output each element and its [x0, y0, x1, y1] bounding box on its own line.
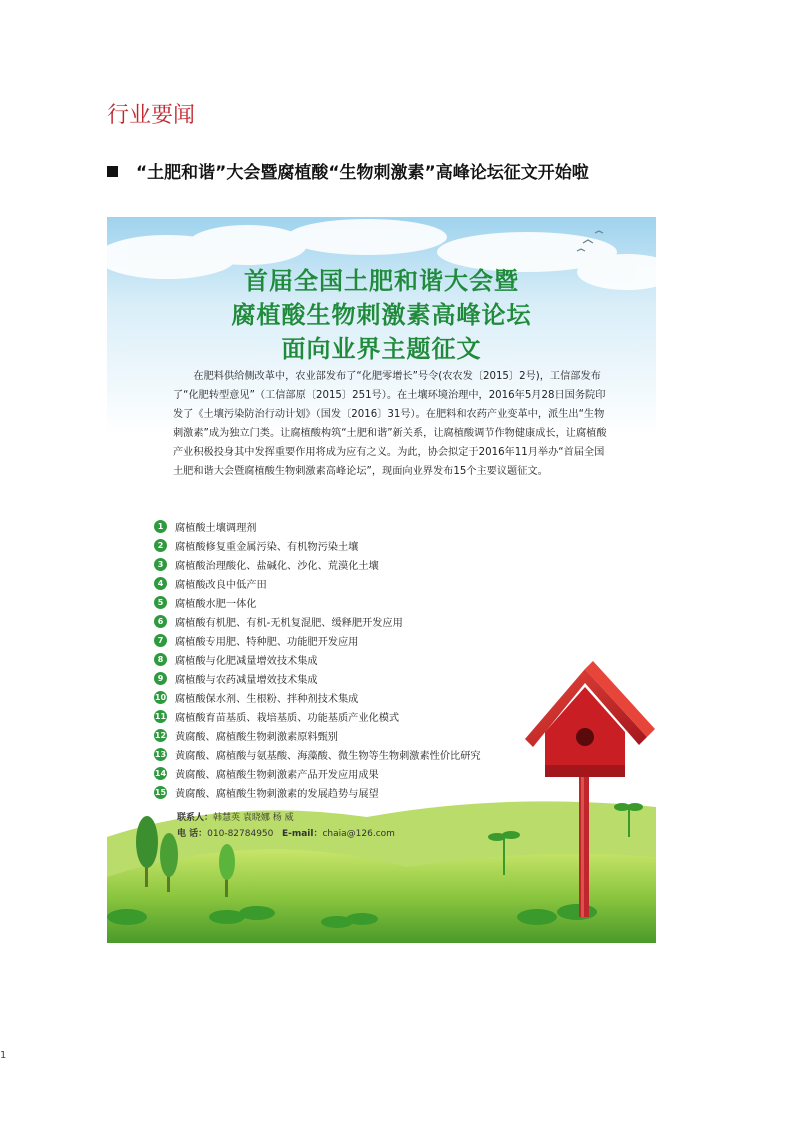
- topic-item: [154, 555, 481, 574]
- poster-title-line: 腐植酸生物刺激素高峰论坛: [231, 301, 532, 329]
- phone-number: 010-82784950: [207, 829, 274, 839]
- topic-text: 黄腐酸、腐植酸生物刺激素原料甄别: [175, 732, 338, 743]
- topic-text: 腐植酸改良中低产田: [175, 580, 267, 591]
- topic-number: 14: [154, 769, 167, 778]
- topic-text: 腐植酸有机肥、有机-无机复混肥、缓释肥开发应用: [175, 618, 403, 629]
- contact-label: 联系人：: [177, 813, 214, 823]
- topic-item: [154, 612, 481, 631]
- topic-item: [154, 650, 481, 669]
- topic-number: 4: [154, 577, 167, 590]
- topic-number: 3: [154, 558, 167, 571]
- email-label: E-mail：: [281, 829, 323, 839]
- phone-line: [177, 826, 395, 839]
- topic-item: [154, 726, 481, 745]
- topic-number: 6: [154, 615, 167, 628]
- topic-text: 腐植酸修复重金属污染、有机物污染土壤: [175, 542, 359, 553]
- topic-text: 腐植酸水肥一体化: [175, 599, 257, 610]
- topic-item: [154, 745, 481, 764]
- topic-text: 腐植酸治理酸化、盐碱化、沙化、荒漠化土壤: [175, 561, 379, 572]
- topic-item: [154, 764, 481, 783]
- headline-text: “土肥和谐”大会暨腐植酸“生物刺激素”高峰论坛征文开始啦: [136, 163, 589, 183]
- topic-number: 5: [154, 596, 167, 609]
- poster-title-line: 首届全国土肥和谐大会暨: [244, 267, 519, 295]
- topic-item: [154, 688, 481, 707]
- topic-text: 黄腐酸、腐植酸生物刺激素的发展趋势与展望: [175, 789, 379, 800]
- topic-number: 11: [154, 712, 167, 721]
- topic-item: [154, 669, 481, 688]
- article-headline: [107, 158, 589, 183]
- topic-number: 13: [154, 750, 167, 759]
- topic-number: 2: [154, 539, 167, 552]
- poster-intro-paragraph: 在肥料供给侧改革中，农业部发布了“化肥零增长”号令(农农发〔2015〕2号)，工信部发布了“化肥转型意见”（工信部原〔2015〕251号）。在土壤环境治理中，2016年5月28日国务院印发了《土壤污染防治行动计划》（国发〔2016〕31号）。在肥料和农药产业变革中，派生出“生物刺激素”成为独立门类。让腐植酸构筑“土肥和谐”新关系，让腐植酸调节作物健康成长，让腐植酸产业积极投身其中发挥重要作用将成为应有之义。为此，协会拟定于2016年11月举办“首届全国土肥和谐大会暨腐植酸生物刺激素高峰论坛”，现面向业界发布15个主要议题征文。: [173, 371, 607, 477]
- topic-number: 7: [154, 634, 167, 647]
- topic-item: [154, 783, 481, 802]
- topic-number: 8: [154, 653, 167, 666]
- topic-item: [154, 593, 481, 612]
- topic-text: 腐植酸与化肥减量增效技术集成: [175, 656, 318, 667]
- topic-text: 腐植酸保水剂、生根粉、拌种剂技术集成: [175, 694, 359, 705]
- topic-number: 10: [154, 693, 167, 702]
- email-address: chaia@126.com: [322, 829, 395, 839]
- page-number: 1: [0, 1050, 7, 1061]
- contact-names: 韩慧英 袁晓娜 杨 威: [213, 813, 294, 823]
- poster-image: [107, 217, 656, 943]
- topic-number: 9: [154, 672, 167, 685]
- topic-text: 黄腐酸、腐植酸与氨基酸、海藻酸、微生物等生物刺激素性价比研究: [175, 751, 481, 762]
- topic-item: [154, 631, 481, 650]
- topic-text: 腐植酸与农药减量增效技术集成: [175, 675, 318, 686]
- topic-item: [154, 574, 481, 593]
- topic-number: 1: [154, 520, 167, 533]
- topic-number: 15: [154, 788, 167, 797]
- square-bullet-icon: [107, 166, 118, 177]
- topic-text: 黄腐酸、腐植酸生物刺激素产品开发应用成果: [175, 770, 379, 781]
- phone-label: 电 话：: [177, 829, 208, 839]
- topic-number: 12: [154, 731, 167, 740]
- section-title: 行业要闻: [107, 103, 196, 128]
- topic-item: [154, 707, 481, 726]
- topic-text: 腐植酸育苗基质、栽培基质、功能基质产业化模式: [175, 713, 400, 724]
- topic-text: 腐植酸土壤调理剂: [175, 523, 257, 534]
- topic-text: 腐植酸专用肥、特种肥、功能肥开发应用: [175, 637, 359, 648]
- topic-item: [154, 536, 481, 555]
- poster-title-line: 面向业界主题征文: [281, 335, 482, 363]
- topic-list: [154, 517, 481, 802]
- contact-line: [177, 810, 294, 823]
- topic-item: [154, 517, 481, 536]
